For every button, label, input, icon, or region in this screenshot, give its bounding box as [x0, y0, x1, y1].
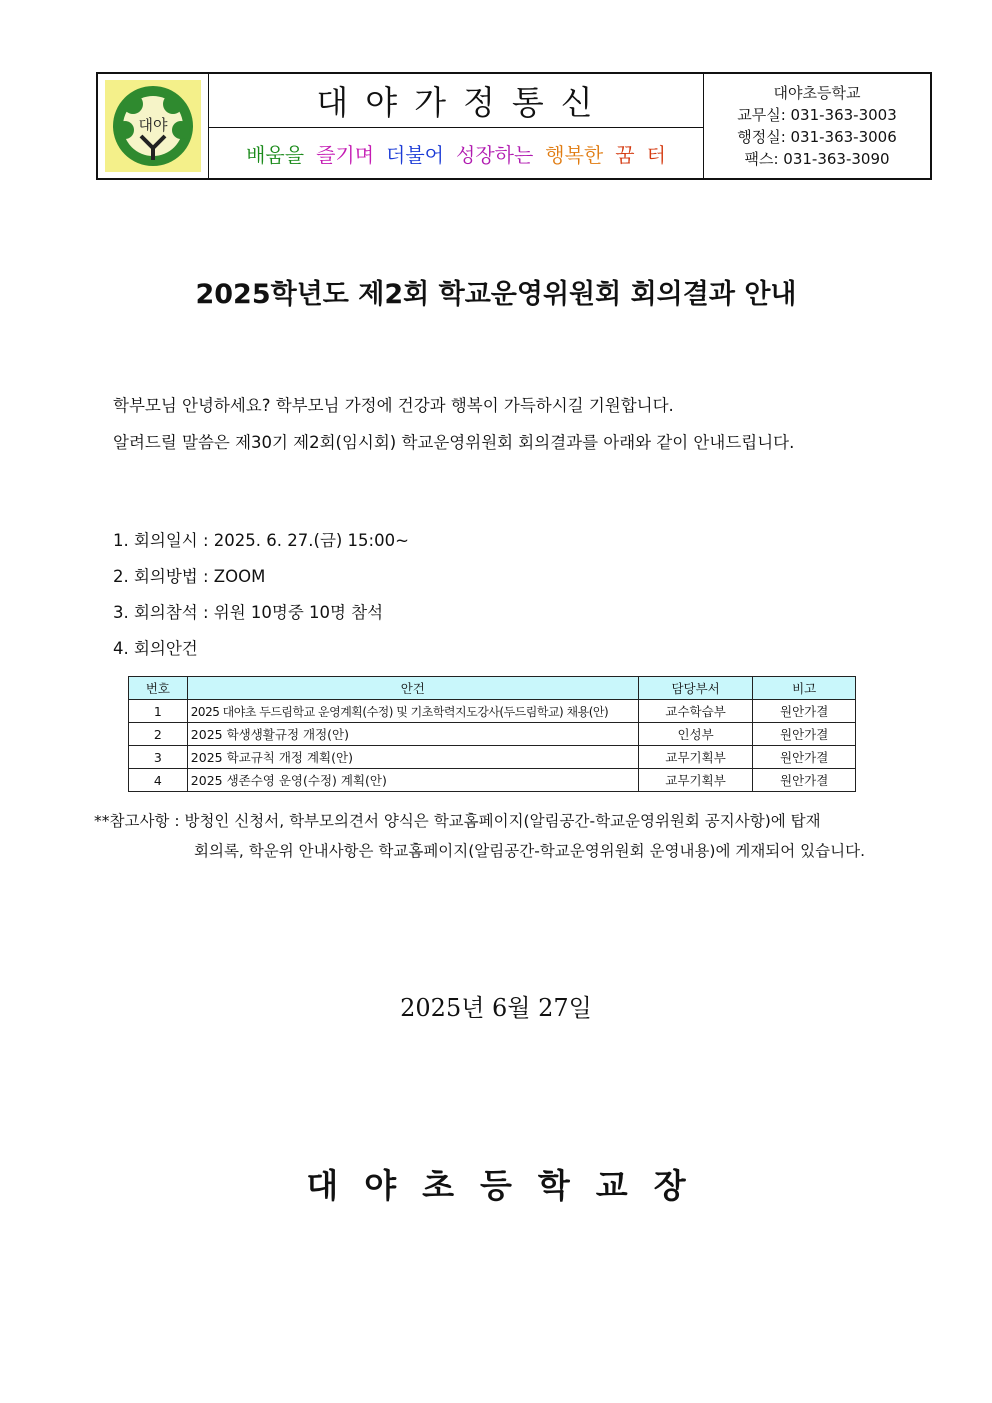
row-item: 2025 학생생활규정 개정(안): [187, 723, 638, 746]
intro-line-1: 학부모님 안녕하세요? 학부모님 가정에 건강과 행복이 가득하시길 기원합니다.: [113, 396, 674, 415]
title-cell: [209, 74, 704, 178]
intro-line-2: 알려드릴 말씀은 제30기 제2회(임시회) 학교운영위원회 회의결과를 아래와 같이 안내드립니다.: [113, 433, 795, 452]
row-num: 4: [129, 769, 188, 792]
reference-note: [94, 806, 865, 866]
logo-text: 대야: [138, 116, 168, 134]
motto-word-1: 배움을: [246, 142, 305, 167]
row-num: 3: [129, 746, 188, 769]
school-logo-icon: [105, 80, 201, 172]
row-item: 2025 생존수영 운영(수정) 계획(안): [187, 769, 638, 792]
table-row: [129, 746, 856, 769]
meeting-date: 1. 회의일시 : 2025. 6. 27.(금) 15:00~: [113, 531, 409, 550]
row-dept: 인성부: [638, 723, 753, 746]
reference-line-2: 회의록, 학운위 안내사항은 학교홈페이지(알림공간-학교운영위원회 운영내용)에 게재되어 있습니다.: [194, 842, 865, 860]
row-dept: 교무기획부: [638, 746, 753, 769]
principal-signature: 대야초등학교장: [306, 1166, 712, 1205]
intro-paragraph: [113, 387, 794, 461]
header-note: 비고: [753, 677, 856, 700]
row-dept: 교수학습부: [638, 700, 753, 723]
school-logo-cell: [98, 74, 209, 178]
meeting-details: [113, 523, 409, 667]
document-title: 2025학년도 제2회 학교운영위원회 회의결과 안내: [195, 279, 797, 310]
table-row: [129, 723, 856, 746]
motto-word-7: 터: [646, 142, 666, 167]
school-motto: [209, 128, 703, 178]
motto-word-5: 행복한: [545, 142, 604, 167]
motto-word-6: 꿈: [615, 142, 635, 167]
meeting-agenda-label: 4. 회의안건: [113, 639, 198, 658]
motto-word-2: 즐기며: [316, 142, 375, 167]
table-row: [129, 700, 856, 723]
row-note: 원안가결: [753, 746, 856, 769]
meeting-attendance: 3. 회의참석 : 위원 10명중 10명 참석: [113, 603, 384, 622]
reference-line-1: **참고사항 : 방청인 신청서, 학부모의견서 양식은 학교홈페이지(알림공간-학교운영위원회 공지사항)에 탑재: [94, 812, 821, 830]
motto-word-4: 성장하는: [456, 142, 534, 167]
row-note: 원안가결: [753, 700, 856, 723]
row-item: 2025 학교규칙 개정 계획(안): [187, 746, 638, 769]
motto-word-3: 더불어: [386, 142, 444, 167]
school-name: 대야초등학교: [773, 84, 861, 102]
newsletter-header: [96, 72, 932, 180]
row-num: 1: [129, 700, 188, 723]
table-row: [129, 769, 856, 792]
row-num: 2: [129, 723, 188, 746]
table-header-row: [129, 677, 856, 700]
meeting-method: 2. 회의방법 : ZOOM: [113, 567, 266, 586]
fax-number: 팩스: 031-363-3090: [744, 150, 890, 168]
row-dept: 교무기획부: [638, 769, 753, 792]
issue-date: 2025년 6월 27일: [400, 994, 592, 1022]
contact-info: [704, 74, 930, 178]
row-note: 원안가결: [753, 769, 856, 792]
header-dept: 담당부서: [638, 677, 753, 700]
header-num: 번호: [129, 677, 188, 700]
newsletter-title: 대야가정통신: [209, 74, 703, 128]
phone-office: 교무실: 031-363-3003: [737, 106, 897, 124]
agenda-table: [128, 676, 856, 792]
row-item: 2025 대야초 두드림학교 운영계획(수정) 및 기초학력지도강사(두드림학교) 채용(안): [187, 700, 638, 723]
row-note: 원안가결: [753, 723, 856, 746]
phone-admin: 행정실: 031-363-3006: [737, 128, 897, 146]
header-item: 안건: [187, 677, 638, 700]
